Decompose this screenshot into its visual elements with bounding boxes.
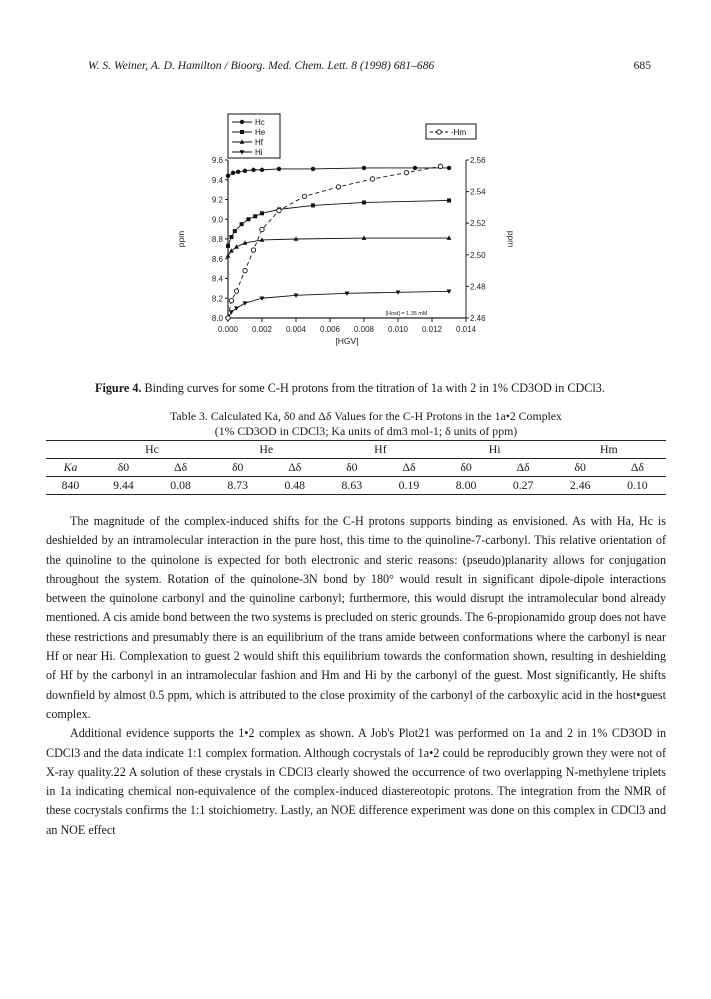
- data-point: [260, 227, 264, 231]
- column-header: δ0: [438, 459, 495, 477]
- data-point: [243, 301, 248, 305]
- column-header: Δδ: [495, 459, 552, 477]
- data-point: [311, 167, 315, 171]
- group-header: Hm: [552, 441, 666, 459]
- y-tick-label-right: 2.54: [470, 187, 486, 197]
- y-tick-label-left: 8.4: [211, 274, 223, 284]
- group-header: Hi: [438, 441, 552, 459]
- column-header: δ0: [209, 459, 266, 477]
- x-tick-label: 0.014: [455, 325, 477, 334]
- data-point: [246, 217, 250, 221]
- data-point: [233, 229, 237, 233]
- data-point: [447, 198, 451, 202]
- legend-label: He: [255, 128, 266, 137]
- x-tick-label: 0.000: [217, 325, 239, 334]
- table-caption-line1: Table 3. Calculated Ka, δ0 and Δδ Values for the C-H Protons in the 1a•2 Complex: [170, 409, 562, 423]
- x-tick-label: 0.006: [319, 325, 341, 334]
- x-tick-label: 0.002: [251, 325, 273, 334]
- legend-label: Hf: [255, 138, 263, 147]
- group-header: Hc: [95, 441, 209, 459]
- data-point: [226, 316, 230, 320]
- binding-curve-chart: [170, 100, 520, 365]
- data-point: [240, 120, 244, 124]
- series-line: [228, 166, 441, 318]
- y-tick-label-left: 9.4: [211, 175, 223, 185]
- data-point: [234, 306, 239, 310]
- table-caption: [86, 409, 646, 439]
- page-number: 685: [633, 59, 651, 72]
- table-cell: 8.63: [323, 477, 380, 495]
- table-cell: 8.00: [438, 477, 495, 495]
- running-title: W. S. Weiner, A. D. Hamilton / Bioorg. Med. Chem. Lett. 8 (1998) 681–686: [88, 59, 435, 72]
- table-cell: 840: [46, 477, 95, 495]
- data-point: [236, 170, 240, 174]
- column-header: Δδ: [266, 459, 323, 477]
- x-tick-label: 0.010: [387, 325, 409, 334]
- data-point: [229, 248, 234, 252]
- data-point: [251, 168, 255, 172]
- legend-left-box: [228, 114, 280, 158]
- column-header: δ0: [323, 459, 380, 477]
- table-cell: 0.19: [380, 477, 437, 495]
- y-tick-label-right: 2.56: [470, 156, 486, 165]
- table-cell: 0.48: [266, 477, 323, 495]
- data-point: [231, 171, 235, 175]
- x-tick-label: 0.012: [421, 325, 443, 334]
- data-point: [311, 203, 315, 207]
- x-tick-label: 0.004: [285, 325, 307, 334]
- data-point: [253, 214, 257, 218]
- group-header: Hf: [323, 441, 437, 459]
- table-cell: 0.27: [495, 477, 552, 495]
- data-point: [438, 164, 442, 168]
- figure-label: Figure 4.: [95, 381, 142, 395]
- column-header: δ0: [552, 459, 609, 477]
- chart-svg: [170, 100, 520, 360]
- y-axis-label-right: ppm: [506, 230, 516, 248]
- column-header: δ0: [95, 459, 152, 477]
- body-text: [46, 512, 666, 840]
- y-tick-label-right: 2.50: [470, 250, 486, 260]
- data-point: [240, 222, 244, 226]
- y-tick-label-left: 9.6: [211, 156, 223, 165]
- group-header: He: [209, 441, 323, 459]
- data-point: [437, 130, 441, 134]
- column-header: Δδ: [380, 459, 437, 477]
- data-point: [447, 166, 451, 170]
- y-tick-label-right: 2.48: [470, 282, 486, 292]
- data-point: [336, 185, 340, 189]
- table-cell: 8.73: [209, 477, 266, 495]
- data-point: [370, 177, 374, 181]
- data-point: [229, 235, 233, 239]
- figure-caption: [95, 381, 655, 396]
- column-header: Δδ: [152, 459, 209, 477]
- data-point: [277, 167, 281, 171]
- table-row: [46, 477, 666, 495]
- data-point: [234, 289, 238, 293]
- x-tick-label: 0.008: [353, 325, 375, 334]
- column-header: Ka: [46, 459, 95, 477]
- legend-label: Hc: [255, 118, 265, 127]
- data-point: [362, 200, 366, 204]
- x-axis-label: [HGV]: [335, 336, 359, 346]
- data-point: [226, 174, 230, 178]
- running-header: [88, 59, 651, 72]
- data-point: [226, 244, 230, 248]
- paragraph: Additional evidence supports the 1•2 complex as shown. A Job's Plot21 was performed on 1a and 2 in 1% CD3OD in CDCl3 and the data indicate 1:1 complex formation. Although cocrystals of 1a•2 could be reproducibly grown they were not of X-ray quality.22 A solution of these crystals in CDCl3 clearly showed the occurrence of two overlapping N-methylene triplets in 1a indicating chemical non-equivalence of the complex-induced diastereotopic protons. The integration from the NMR of these cocrystals confirms the 1:1 stoichiometry. Lastly, an NOE difference experiment was done on this complex in CDCl3 and an NOE effect: [46, 726, 666, 837]
- y-tick-label-left: 8.8: [211, 235, 223, 244]
- table-cell: 0.10: [609, 477, 666, 495]
- results-table: [46, 440, 666, 495]
- table-caption-line2: (1% CD3OD in CDCl3; Ka units of dm3 mol-1; δ units of ppm): [214, 424, 518, 438]
- data-point: [404, 170, 408, 174]
- table-column-header-row: [46, 459, 666, 477]
- data-point: [260, 211, 264, 215]
- data-point: [277, 208, 281, 212]
- data-point: [229, 298, 233, 302]
- legend-label: -Hm: [451, 128, 467, 137]
- y-tick-label-right: 2.46: [470, 314, 486, 323]
- concentration-annotation: [Host] = 1.35 mM: [385, 311, 428, 318]
- figure-caption-text: Binding curves for some C-H protons from the titration of 1a with 2 in 1% CD3OD in CDCl3.: [144, 381, 605, 395]
- data-point: [243, 268, 247, 272]
- data-point: [413, 166, 417, 170]
- data-point: [251, 248, 255, 252]
- data-point: [302, 194, 306, 198]
- y-tick-label-left: 8.0: [211, 314, 223, 323]
- data-point: [243, 169, 247, 173]
- y-tick-label-left: 8.6: [211, 254, 223, 264]
- table-group-header-row: [46, 441, 666, 459]
- y-tick-label-left: 9.2: [211, 195, 223, 205]
- paragraph: The magnitude of the complex-induced shifts for the C-H protons supports binding as envisioned. As with Ha, Hc is deshielded by an intramolecular interaction in the pure host, this time to the quinoline-7-carbonyl. This relative orientation of the quinoline to the quinolone is expected for both electronic and steric reasons: (pseudo)planarity allows for conjugation throughout the system. Rotation of the quinolone-3N bond by 180° would result in significant dipole-dipole interactions between the quinolone carbonyl and the quinoline carbonyl; furthermore, this would disrupt the intramolecular bond already mentioned. A cis amide bond between the two systems is precluded on steric grounds. The 6-propionamido group does not have these restrictions and presumably there is an equilibrium of the trans amide between conformations where the carbonyl is near Hf or near Hi. Complexation to guest 2 would shift this equilibrium towards the conformation shown, resulting in deshielding of Hf by the carbonyl in an intramolecular fashion and Hm and Hi by the carbonyl of the guest. Most significantly, He shifts downfield by almost 0.5 ppm, which is attributed to the close proximity of the carbonyl of the carboxylic acid in the host•guest complex.: [46, 514, 666, 721]
- y-tick-label-left: 8.2: [211, 294, 223, 304]
- data-point: [362, 166, 366, 170]
- column-header: Δδ: [609, 459, 666, 477]
- table-cell: 0.08: [152, 477, 209, 495]
- table-cell: 2.46: [552, 477, 609, 495]
- data-point: [260, 168, 264, 172]
- table-cell: 9.44: [95, 477, 152, 495]
- y-tick-label-right: 2.52: [470, 219, 486, 229]
- legend-label: Hi: [255, 148, 263, 157]
- y-axis-label-left: ppm: [176, 230, 186, 248]
- data-point: [240, 130, 244, 134]
- y-tick-label-left: 9.0: [211, 215, 223, 225]
